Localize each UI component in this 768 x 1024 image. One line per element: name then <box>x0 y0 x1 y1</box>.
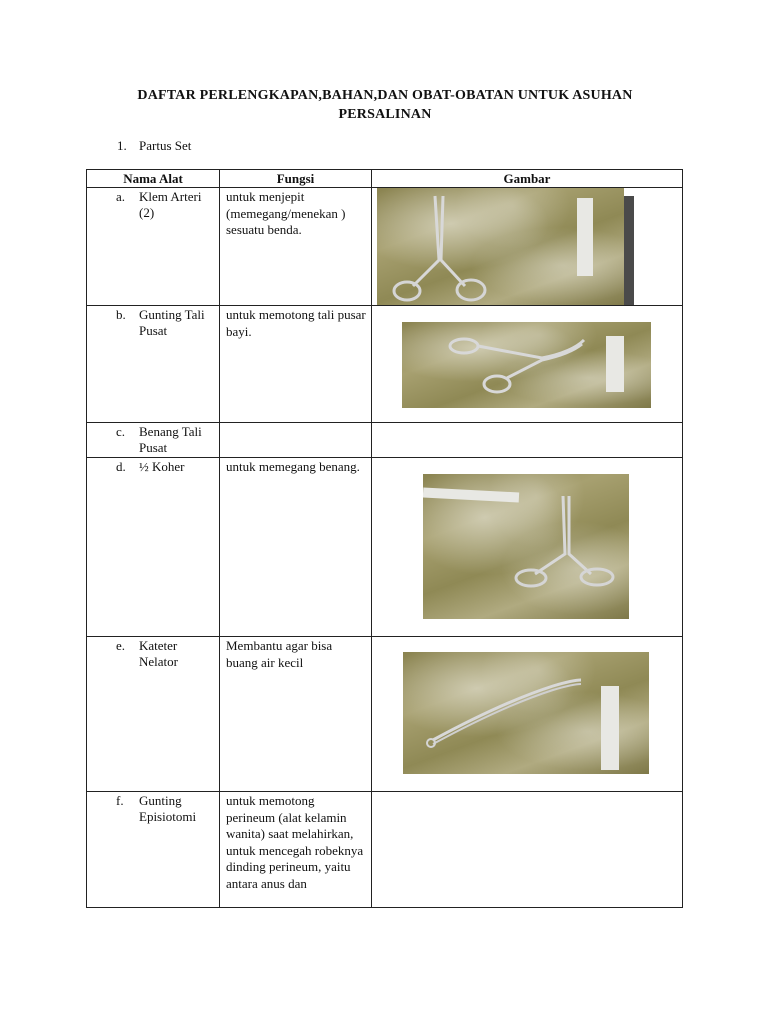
item-name: Klem Arteri (2) <box>139 189 202 220</box>
row-letter: e. <box>116 638 126 653</box>
row-letter: f. <box>116 793 124 808</box>
catheter-photo <box>403 652 649 774</box>
item-function: untuk memotong perineum (alat kelamin wanita) saat melahirkan, untuk mencegah robeknya dinding perineum, yaitu antara anus dan <box>226 793 364 891</box>
table-row <box>87 792 683 908</box>
name-cell <box>87 637 220 792</box>
name-cell <box>87 423 220 458</box>
image-cell <box>372 423 683 458</box>
item-name: Gunting Tali Pusat <box>139 307 205 338</box>
image-cell <box>372 792 683 908</box>
header-nama-alat: Nama Alat <box>87 170 220 188</box>
header-gambar: Gambar <box>372 170 683 188</box>
function-cell <box>220 306 372 423</box>
item-function: untuk menjepit (memegang/menekan ) sesuatu benda. <box>226 189 346 237</box>
table-row <box>87 637 683 792</box>
item-name: ½ Koher <box>139 459 185 474</box>
row-letter: c. <box>116 424 126 439</box>
section-number: 1. <box>117 138 127 153</box>
item-function: untuk memegang benang. <box>226 459 360 474</box>
function-cell <box>220 188 372 306</box>
name-cell <box>87 458 220 637</box>
image-cell <box>372 188 683 306</box>
function-cell <box>220 458 372 637</box>
item-function: Membantu agar bisa buang air kecil <box>226 638 333 670</box>
function-cell <box>220 792 372 908</box>
name-cell <box>87 306 220 423</box>
item-function: untuk memotong tali pusar bayi. <box>226 307 366 339</box>
item-function <box>220 423 371 424</box>
scissors-photo <box>402 322 651 408</box>
row-letter: a. <box>116 189 126 204</box>
image-cell <box>372 306 683 423</box>
function-cell <box>220 637 372 792</box>
name-cell <box>87 792 220 908</box>
item-name: Kateter Nelator <box>139 638 178 669</box>
table-row <box>87 306 683 423</box>
clamp-photo <box>377 188 624 306</box>
row-letter: d. <box>116 459 126 474</box>
table-row <box>87 188 683 306</box>
document-title: DAFTAR PERLENGKAPAN,BAHAN,DAN OBAT-OBATAN UNTUK ASUHAN PERSALINAN <box>137 88 633 122</box>
function-cell <box>220 423 372 458</box>
table-row <box>87 423 683 458</box>
equipment-table <box>86 169 683 908</box>
section-title: Partus Set <box>139 138 192 153</box>
image-cell <box>372 458 683 637</box>
kocher-photo <box>423 474 629 619</box>
table-row <box>87 458 683 637</box>
name-cell <box>87 188 220 306</box>
row-letter: b. <box>116 307 126 322</box>
header-fungsi: Fungsi <box>220 170 372 188</box>
item-name: Benang Tali Pusat <box>139 424 202 455</box>
section-heading <box>117 138 191 154</box>
image-cell <box>372 637 683 792</box>
table-header-row <box>87 170 683 188</box>
item-name: Gunting Episiotomi <box>139 793 197 824</box>
